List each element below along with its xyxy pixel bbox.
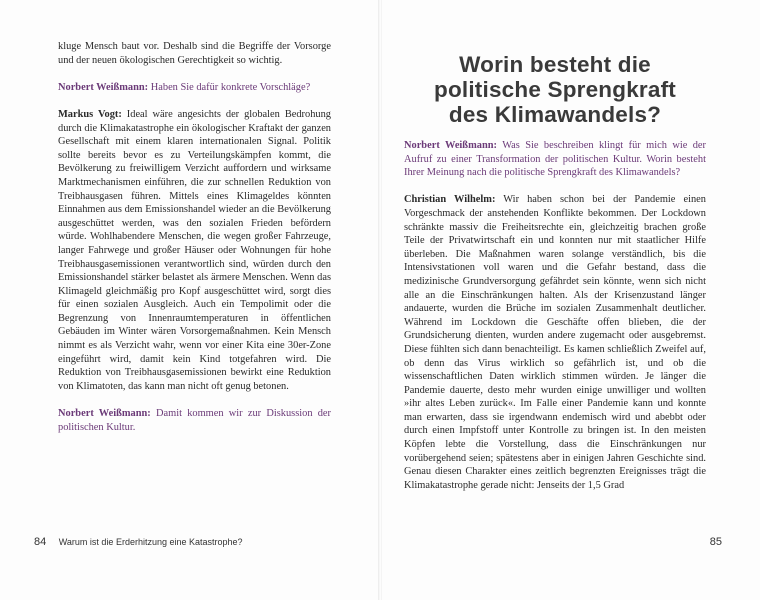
speaker-name: Markus Vogt: — [58, 108, 122, 120]
speaker-name: Norbert Weißmann: — [58, 81, 149, 93]
chapter-title — [404, 52, 706, 127]
answer-text: Ideal wäre angesichts der globalen Bedrohung durch die Klimakatastrophe ein ökologischer Kraftakt der ganzen Gesellschaft mit einem klaren internationalen Signal. Politik sollte bereits bevor es zu Verteilungskämpfen kommt, die Bevölkerung zu freiwilligem Verzicht auffordern und wirksame Marktmechanismen einführen, die zur schnellen Reduktion von Treibhausgasen führen. Mittels eines Klimageldes könnten Einnahmen aus dem Emissionshandel wieder an die Bevölkerung ausgeschüttet werden, was den sozialen Frieden befördern würde. Wohlhabendere Menschen, die wegen großer Fahrzeuge, langer Fahrwege und großer Häuser oder Wohnungen für hohe Treibhausgasemissionen verantwortlich sind, würden durch den Emissionshandel stärker belastet als ärmere Menschen. Wenn das Klimageld gleichmäßig pro Kopf ausgeschüttet wird, sorgt dies für einen sozialen Ausgleich. Auch ein Tempolimit oder die Begrenzung von Innenraumtemperaturen in öffentlichen Gebäuden im Winter wären Vorsorgemaßnahmen. Kein Mensch nimmt es als Verzicht wahr, wenn vor einer Kita eine 30er-Zone eingeführt wird, damit kein Kind totgefahren wird. Die Reduktion von Treibhausgasemissionen bewirkt eine Reduktion von Klimatoten, das kann man nicht oft genug betonen. — [58, 108, 331, 392]
right-page-body — [404, 52, 706, 492]
question-text: Damit kommen wir zur Diskussion der politischen Kultur. — [58, 408, 331, 433]
paragraph-continuation: kluge Mensch baut vor. Deshalb sind die Begriffe der Vorsorge und der neuen ökologischen Gerechtigkeit so wichtig. — [58, 41, 331, 66]
interview-question — [58, 407, 331, 434]
interview-question — [58, 81, 331, 95]
page-number: 84 — [34, 536, 47, 548]
interview-question — [404, 139, 706, 180]
chapter-title-line: politische Sprengkraft — [434, 77, 676, 102]
speaker-name: Norbert Weißmann: — [404, 140, 497, 151]
left-page-footer — [34, 536, 243, 548]
running-title: Warum ist die Erderhitzung eine Katastrophe? — [58, 537, 243, 547]
speaker-name: Norbert Weißmann: — [58, 408, 151, 420]
chapter-title-line: Worin besteht die — [459, 52, 651, 77]
interview-answer — [404, 193, 706, 492]
speaker-name: Christian Wilhelm: — [404, 194, 496, 206]
question-text: Was Sie beschreiben klingt für mich wie der Aufruf zu einer Transformation der politischen Kultur. Worin besteht Ihrer Meinung nach die politische Sprengkraft des Klimawandels? — [404, 140, 706, 179]
left-page-body — [58, 40, 331, 434]
question-text: Haben Sie dafür konkrete Vorschläge? — [148, 81, 311, 93]
interview-answer — [58, 108, 331, 393]
right-page-footer — [710, 536, 722, 548]
answer-text: Wir haben schon bei der Pandemie einen Vorgeschmack der anstehenden Konflikte bekommen. Der Lockdown schränkte massiv die Freiheitsrechte ein, gleichzeitig brachen große Teile der Privatwirtschaft ein und konnten nur mit staatlicher Hilfe überleben. Die Maßnahmen waren solange verständlich, bis die Intensivstationen voll waren und die Gefahr bestand, dass die medizinische Grundversorgung gefährdet sein könnte, wenn sich nicht alle an die Einschränkungen halten. Als der Krisenzustand länger andauerte, wurden die Brüche im sozialen Zusammenhalt deutlicher. Während im Lockdown die Geschäfte offen blieben, die der Grundsicherung dienten, wurden andere zugemacht oder ausgebremst. Diese fühlten sich dann benachteiligt. Es kamen schließlich Zweifel auf, ob denn das Virus wirklich so gefährlich ist, und ob die wissenschaftlichen Daten wirklich stimmen würden. Je länger die Pandemie dauerte, desto mehr wurden einige unwilliger und wollten »ihr altes Leben zurück«. Im Falle einer Pandemie kann und konnte man erwarten, dass sie irgendwann endemisch wird und abebbt oder durch einen Impfstoff unter Kontrolle zu bringen ist. In den meisten Köpfen lebte die Vorstellung, dass die Einschränkungen nur vorübergehend seien; spätestens aber in einigen Jahren Geschichte sind. Genau diesen Charakter eines zeitlich begrenzten Ereignisses trägt die Klimakatastrophe gerade nicht: Jenseits der 1,5 Grad — [404, 194, 706, 491]
right-page — [382, 0, 760, 600]
left-page — [0, 0, 378, 600]
chapter-title-line: des Klimawandels? — [448, 102, 662, 127]
page-number: 85 — [709, 536, 722, 548]
